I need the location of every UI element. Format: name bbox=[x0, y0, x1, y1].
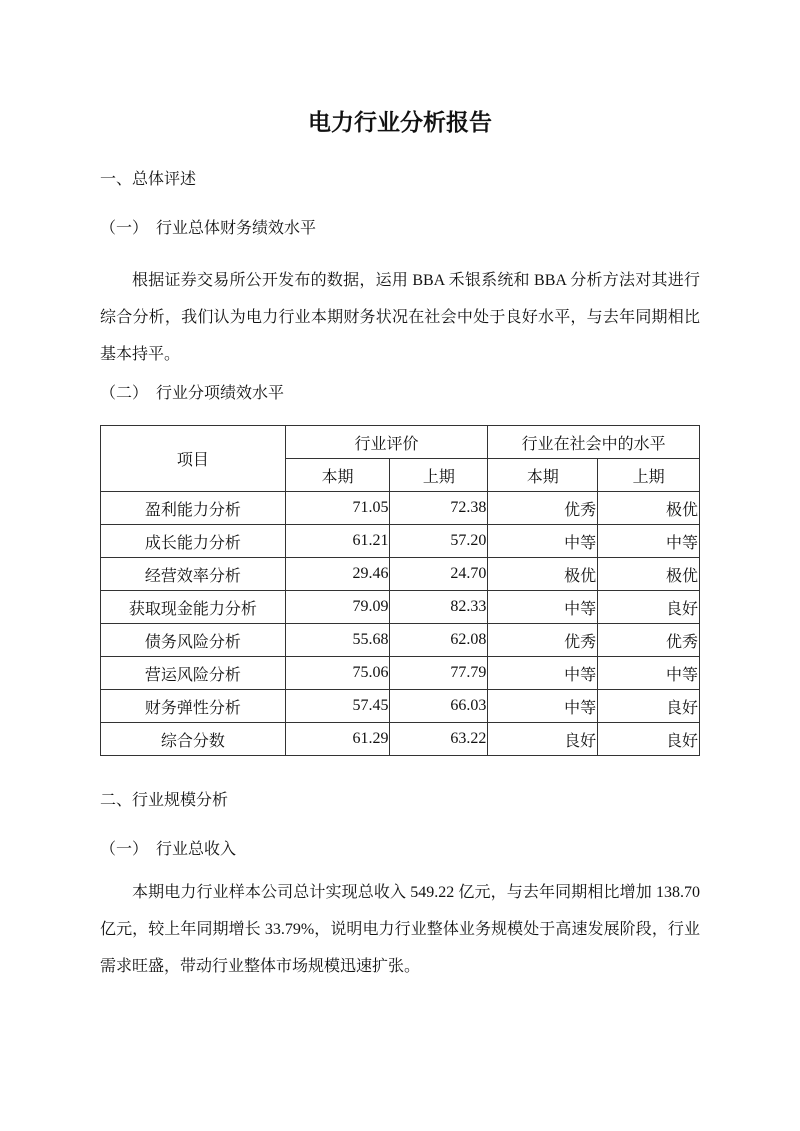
row-previous-score: 82.33 bbox=[390, 591, 488, 624]
row-item: 债务风险分析 bbox=[101, 624, 286, 657]
row-item: 获取现金能力分析 bbox=[101, 591, 286, 624]
header-social-level: 行业在社会中的水平 bbox=[488, 426, 700, 459]
table-row bbox=[101, 657, 700, 690]
row-item: 盈利能力分析 bbox=[101, 492, 286, 525]
row-previous-level: 良好 bbox=[598, 723, 700, 756]
row-previous-score: 66.03 bbox=[390, 690, 488, 723]
table-row bbox=[101, 591, 700, 624]
header-level-previous: 上期 bbox=[598, 459, 700, 492]
row-current-score: 29.46 bbox=[285, 558, 390, 591]
header-current: 本期 bbox=[285, 459, 390, 492]
row-previous-level: 优秀 bbox=[598, 624, 700, 657]
section-heading-overview: 一、总体评述 bbox=[100, 171, 197, 188]
row-current-score: 79.09 bbox=[285, 591, 390, 624]
row-previous-score: 77.79 bbox=[390, 657, 488, 690]
row-current-level: 中等 bbox=[488, 591, 598, 624]
row-item: 综合分数 bbox=[101, 723, 286, 756]
section-heading-scale: 二、行业规模分析 bbox=[100, 792, 229, 809]
row-previous-score: 57.20 bbox=[390, 525, 488, 558]
row-current-score: 75.06 bbox=[285, 657, 390, 690]
subheading-total-revenue: （一） 行业总收入 bbox=[100, 841, 237, 858]
table-row bbox=[101, 690, 700, 723]
row-item: 成长能力分析 bbox=[101, 525, 286, 558]
table-row bbox=[101, 558, 700, 591]
row-current-level: 优秀 bbox=[488, 492, 598, 525]
row-current-score: 61.21 bbox=[285, 525, 390, 558]
table-row bbox=[101, 492, 700, 525]
row-current-score: 71.05 bbox=[285, 492, 390, 525]
header-item: 项目 bbox=[101, 426, 286, 492]
row-current-level: 中等 bbox=[488, 525, 598, 558]
row-current-score: 61.29 bbox=[285, 723, 390, 756]
subheading-item-performance: （二） 行业分项绩效水平 bbox=[100, 385, 285, 402]
row-current-level: 优秀 bbox=[488, 624, 598, 657]
table-row bbox=[101, 723, 700, 756]
row-current-score: 57.45 bbox=[285, 690, 390, 723]
row-previous-score: 62.08 bbox=[390, 624, 488, 657]
header-level-current: 本期 bbox=[488, 459, 598, 492]
row-item: 经营效率分析 bbox=[101, 558, 286, 591]
row-current-level: 极优 bbox=[488, 558, 598, 591]
row-previous-level: 良好 bbox=[598, 690, 700, 723]
table-row bbox=[101, 624, 700, 657]
row-current-level: 良好 bbox=[488, 723, 598, 756]
row-current-level: 中等 bbox=[488, 657, 598, 690]
row-previous-level: 良好 bbox=[598, 591, 700, 624]
header-industry-rating: 行业评价 bbox=[285, 426, 488, 459]
paragraph-overview: 根据证券交易所公开发布的数据，运用 BBA 禾银系统和 BBA 分析方法对其进行综合分析，我们认为电力行业本期财务状况在社会中处于良好水平，与去年同期相比基本持平。 bbox=[100, 272, 700, 363]
subheading-overall-performance: （一） 行业总体财务绩效水平 bbox=[100, 220, 317, 237]
row-previous-score: 24.70 bbox=[390, 558, 488, 591]
row-previous-level: 中等 bbox=[598, 525, 700, 558]
row-item: 财务弹性分析 bbox=[101, 690, 286, 723]
row-previous-level: 极优 bbox=[598, 558, 700, 591]
performance-table bbox=[100, 425, 700, 756]
document-title: 电力行业分析报告 bbox=[308, 110, 492, 135]
row-previous-level: 中等 bbox=[598, 657, 700, 690]
row-previous-score: 63.22 bbox=[390, 723, 488, 756]
row-current-level: 中等 bbox=[488, 690, 598, 723]
header-previous: 上期 bbox=[390, 459, 488, 492]
table-row bbox=[101, 525, 700, 558]
row-item: 营运风险分析 bbox=[101, 657, 286, 690]
paragraph-revenue: 本期电力行业样本公司总计实现总收入 549.22 亿元，与去年同期相比增加 138.70 亿元，较上年同期增长 33.79%，说明电力行业整体业务规模处于高速发展阶段，行业需求旺盛，带动行业整体市场规模迅速扩张。 bbox=[100, 884, 700, 975]
row-current-score: 55.68 bbox=[285, 624, 390, 657]
row-previous-score: 72.38 bbox=[390, 492, 488, 525]
row-previous-level: 极优 bbox=[598, 492, 700, 525]
